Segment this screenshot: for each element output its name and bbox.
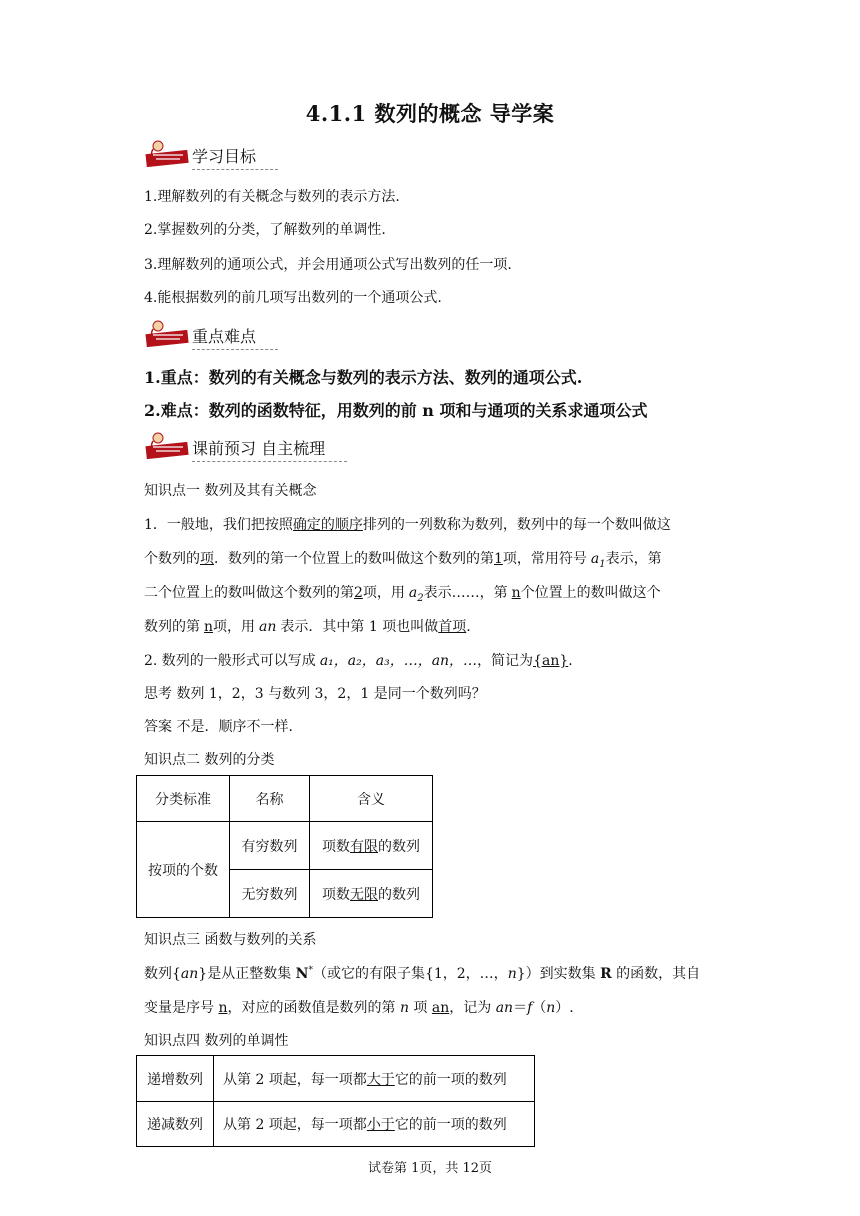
math-symbol: an <box>180 966 199 982</box>
math-symbol: n <box>507 966 517 982</box>
math-superscript: * <box>308 965 313 976</box>
section-logo-icon <box>144 138 190 170</box>
text: 项，用 <box>213 619 256 635</box>
text: （或它的有限子集{1，2，…， <box>312 966 508 982</box>
table-cell <box>310 870 433 918</box>
blank-answer: 1 <box>494 551 503 567</box>
blank-answer: {an} <box>533 653 569 669</box>
math-sequence: a₁，a₂，a₃，…，an，… <box>319 653 478 669</box>
text: ，简记为 <box>477 653 534 669</box>
think-question: 思考 数列 1，2，3 与数列 3，2，1 是同一个数列吗？ <box>144 686 486 702</box>
key-point: 1.重点：数列的有关概念与数列的表示方法、数列的通项公式. <box>144 368 583 387</box>
math-symbol: n <box>399 1000 409 1016</box>
text: 项，常用符号 <box>502 551 587 567</box>
monotonicity-table <box>136 1055 535 1147</box>
text: 的数列 <box>378 886 420 903</box>
text: 个数列的 <box>144 551 200 567</box>
text: ＝ <box>513 1000 528 1016</box>
section-label: 学习目标 <box>192 144 278 170</box>
blank-answer: 首项 <box>438 619 467 635</box>
blank-answer: 2 <box>354 585 363 601</box>
text: 二个位置上的数叫做这个数列的第 <box>144 585 354 601</box>
section-label: 课前预习 自主梳理 <box>192 436 347 462</box>
blank-answer: n <box>218 1000 228 1016</box>
text: 表示．其中第 1 项也叫做 <box>280 619 439 635</box>
kp1-para-line <box>144 514 671 534</box>
math-symbol: R <box>600 966 612 982</box>
text: 从第 2 项起，每一项都 <box>223 1071 367 1088</box>
text: 表示……，第 <box>423 585 508 601</box>
math-symbol: an <box>495 1000 514 1016</box>
goal-item: 2.掌握数列的分类，了解数列的单调性. <box>144 222 386 238</box>
table-cell: 有穷数列 <box>230 822 310 870</box>
math-symbol: f <box>527 1000 533 1016</box>
text: 数列{ <box>144 966 181 982</box>
text: 从第 2 项起，每一项都 <box>223 1117 367 1133</box>
table-header: 名称 <box>230 776 310 822</box>
text: 的数列 <box>378 838 420 855</box>
math-subscript: 1 <box>599 558 606 570</box>
text: 表示，第 <box>605 551 662 567</box>
classification-table <box>136 775 433 918</box>
section-header-key <box>144 318 278 350</box>
blank-answer: 大于 <box>366 1071 395 1088</box>
table-row <box>137 1102 535 1147</box>
math-subscript: 2 <box>417 592 424 604</box>
kp1-para2 <box>144 650 573 670</box>
table-cell: 无穷数列 <box>230 870 310 918</box>
kp1-para-line <box>144 582 661 604</box>
blank-answer: 小于 <box>366 1117 395 1133</box>
table-cell <box>310 822 433 870</box>
text: }）到实数集 <box>516 966 601 982</box>
section-logo-icon <box>144 318 190 350</box>
section-header-preview <box>144 430 347 462</box>
kp3-line <box>144 963 700 983</box>
text: 排列的一列数称为数列，数列中的每一个数叫做这 <box>362 517 671 533</box>
section-label: 重点难点 <box>192 324 278 350</box>
text: ）. <box>555 1000 574 1016</box>
kp3-line <box>144 997 574 1017</box>
text: 的函数，其自 <box>611 966 701 982</box>
difficult-point: 2.难点：数列的函数特征，用数列的前 n 项和与通项的关系求通项公式 <box>144 401 648 420</box>
math-symbol: n <box>546 1000 556 1016</box>
blank-answer: 项 <box>200 551 214 567</box>
kp3-heading: 知识点三 函数与数列的关系 <box>144 932 317 948</box>
text: 项数 <box>322 886 350 903</box>
blank-answer: n <box>204 619 214 635</box>
blank-answer: n <box>511 585 521 601</box>
text: 它的前一项的数列 <box>394 1071 507 1088</box>
text: 项数 <box>322 838 350 855</box>
text: 2. 数列的一般形式可以写成 <box>144 653 316 669</box>
goal-item: 3.理解数列的通项公式，并会用通项公式写出数列的任一项. <box>144 257 512 273</box>
table-row <box>137 1056 535 1102</box>
kp1-para-line <box>144 616 471 636</box>
section-header-goals <box>144 138 278 170</box>
math-symbol: a <box>590 551 600 567</box>
table-cell: 递减数列 <box>137 1102 214 1147</box>
text: ．数列的第一个位置上的数叫做这个数列的第 <box>214 551 494 567</box>
text: 项 <box>408 1000 432 1016</box>
goal-item: 4.能根据数列的前几项写出数列的一个通项公式. <box>144 290 442 306</box>
table-cell <box>214 1056 535 1102</box>
kp2-heading: 知识点二 数列的分类 <box>144 752 275 768</box>
text: ，对应的函数值是数列的第 <box>227 1000 400 1016</box>
text: 变量是序号 <box>144 1000 219 1016</box>
table-cell: 递增数列 <box>137 1056 214 1102</box>
table-header: 含义 <box>310 776 433 822</box>
think-answer: 答案 不是．顺序不一样． <box>144 719 303 735</box>
text: 数列的第 <box>144 619 200 635</box>
blank-answer: 有限 <box>350 838 378 855</box>
blank-answer: 无限 <box>350 886 378 903</box>
kp1-para-line <box>144 548 662 570</box>
blank-answer: an <box>431 1000 450 1016</box>
text: ，记为 <box>449 1000 496 1016</box>
text: （ <box>532 1000 547 1016</box>
kp1-heading: 知识点一 数列及其有关概念 <box>144 483 317 499</box>
goal-item: 1.理解数列的有关概念与数列的表示方法. <box>144 189 400 205</box>
math-symbol: N <box>295 966 309 982</box>
page-footer: 试卷第 1页，共 12页 <box>367 1161 493 1176</box>
table-cell-group: 按项的个数 <box>137 822 230 918</box>
math-symbol: an <box>259 619 277 635</box>
kp4-heading: 知识点四 数列的单调性 <box>144 1033 289 1049</box>
text: }是从正整数集 <box>198 966 296 982</box>
text: 1．一般地，我们把按照 <box>144 517 293 533</box>
text: 项，用 <box>362 585 405 601</box>
blank-answer: 确定的顺序 <box>292 517 363 533</box>
text: 它的前一项的数列 <box>394 1117 507 1133</box>
section-logo-icon <box>144 430 190 462</box>
table-header: 分类标准 <box>137 776 230 822</box>
page-title: 4.1.1 数列的概念 导学案 <box>305 101 555 126</box>
text: 个位置上的数叫做这个 <box>520 585 661 601</box>
table-row <box>137 822 433 870</box>
text: . <box>466 619 471 635</box>
text: . <box>568 653 573 669</box>
math-symbol: a <box>408 585 418 601</box>
table-cell <box>214 1102 535 1147</box>
table-header-row <box>137 776 433 822</box>
